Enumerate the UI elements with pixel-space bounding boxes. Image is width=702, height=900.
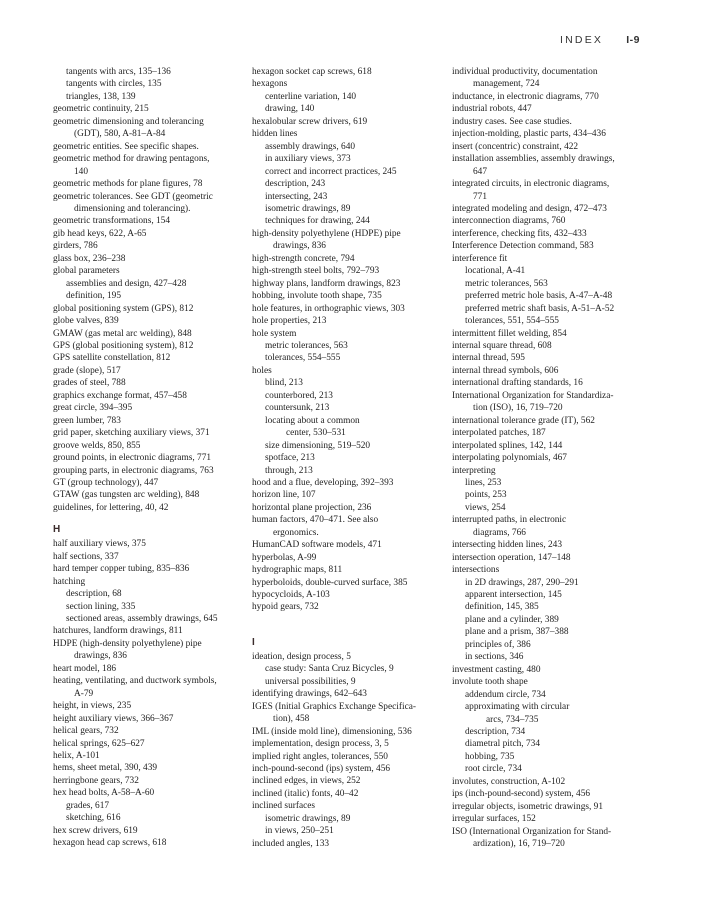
index-subentry: preferred metric shaft basis, A-51–A-52 [465,303,615,314]
index-entry: gib head keys, 622, A-65 [53,228,147,239]
index-subentry: approximating with circular [465,702,570,713]
index-subentry: tangents with circles, 135 [66,79,162,90]
index-subentry: tolerances, 554–555 [265,353,341,364]
index-entry: hex screw drivers, 619 [53,825,138,836]
index-subentry: apparent intersection, 145 [465,590,562,601]
index-entry: Interference Detection command, 583 [452,241,594,252]
index-entry: height auxiliary views, 366–367 [53,713,174,724]
index-subentry: correct and incorrect practices, 245 [265,166,397,177]
index-entry: grid paper, sketching auxiliary views, 371 [53,428,210,439]
index-entry: global parameters [53,266,120,277]
running-head [560,34,640,46]
index-subentry: lines, 253 [465,477,502,488]
index-entry: hexagons [252,79,288,90]
index-entry-continuation: drawings, 836 [273,241,326,252]
index-column-3 [452,66,666,851]
index-subentry: size dimensioning, 519–520 [265,440,371,451]
index-entry: installation assemblies, assembly drawings, [452,154,615,165]
index-entry: irregular surfaces, 152 [452,814,536,825]
index-entry: hexagon socket cap screws, 618 [252,67,372,77]
index-subentry: tolerances, 551, 554–555 [465,316,559,327]
index-subentry: intersecting, 243 [265,191,328,202]
index-entry: ISO (International Organization for Stand- [452,826,612,837]
index-entry: internal square thread, 608 [452,340,552,351]
index-entry: GT (group technology), 447 [53,477,159,488]
index-entry: guidelines, for lettering, 40, 42 [53,502,169,513]
index-entry: height, in views, 235 [53,701,132,712]
index-subentry: triangles, 138, 139 [66,91,136,102]
index-entry: heating, ventilating, and ductwork symbols, [53,676,217,687]
section-spacer [252,614,452,627]
index-subentry: description, 68 [66,589,122,600]
index-subentry: in views, 250–251 [265,826,334,837]
index-subentry: tangents with arcs, 135–136 [66,67,171,77]
index-entry: grades of steel, 788 [53,378,126,389]
index-entry: intersection operation, 147–148 [452,552,571,563]
index-entry: helical springs, 625–627 [53,738,145,749]
index-entry: IML (inside mold line), dimensioning, 536 [252,726,412,737]
index-entry-continuation: (GDT), 580, A-81–A-84 [74,129,166,140]
index-entry: intersecting hidden lines, 243 [452,540,563,551]
index-subentry: countersunk, 213 [265,403,330,414]
index-subentry: sectioned areas, assembly drawings, 645 [66,614,218,625]
index-entry: GPS satellite constellation, 812 [53,353,171,364]
index-entry: interpreting [452,465,496,476]
index-entry: high-strength concrete, 794 [252,253,355,264]
index-entry: geometric entities. See specific shapes. [53,141,199,152]
index-entry: hex head bolts, A-58–A-60 [53,788,155,799]
index-entry-continuation: 140 [74,166,89,177]
index-subentry: section lining, 335 [66,601,136,612]
index-entry: groove welds, 850, 855 [53,440,141,451]
index-entry: inclined surfaces [252,801,316,812]
index-entry: hypocycloids, A-103 [252,590,330,601]
index-subentry: metric tolerances, 563 [265,340,348,351]
index-entry: individual productivity, documentation [452,67,598,77]
index-entry: hood and a flue, developing, 392–393 [252,477,394,488]
index-entry: high-density polyethylene (HDPE) pipe [252,228,401,239]
index-entry: hydrographic maps, 811 [252,565,343,576]
index-subentry: plane and a prism, 387–388 [465,627,569,638]
index-column-2 [252,66,452,851]
index-entry: green lumber, 783 [53,415,121,426]
index-entry: graphics exchange format, 457–458 [53,390,187,401]
index-entry: global positioning system (GPS), 812 [53,303,194,314]
index-entry-continuation: ergonomics. [273,527,319,538]
index-entry: herringbone gears, 732 [53,775,139,786]
index-entry: horizon line, 107 [252,490,316,501]
index-column-1 [53,66,252,851]
index-subentry: locating about a common [265,415,360,426]
index-subentry: diametral pitch, 734 [465,739,540,750]
index-entry: globe valves, 839 [53,316,119,327]
index-entry: highway plans, landform drawings, 823 [252,278,401,289]
index-subentry: blind, 213 [265,378,303,389]
index-entry: interpolating polynomials, 467 [452,453,567,464]
index-subentry: counterbored, 213 [265,390,333,401]
index-entry: International Organization for Standardiza- [452,390,614,401]
index-entry: integrated circuits, in electronic diagrams, [452,179,610,190]
index-subentry: locational, A-41 [465,266,526,277]
index-entry: hexagon head cap screws, 618 [53,838,167,849]
index-entry-continuation: 647 [473,166,488,177]
index-subentry: assembly drawings, 640 [265,141,356,152]
index-subentry: through, 213 [265,465,313,476]
index-entry-continuation: tion), 458 [273,714,310,725]
index-entry: intermittent fillet welding, 854 [452,328,567,339]
index-entry: irregular objects, isometric drawings, 91 [452,801,604,812]
index-subentry: drawing, 140 [265,104,315,115]
index-subentry: in sections, 346 [465,652,524,663]
index-entry: ground points, in electronic diagrams, 771 [53,453,212,464]
index-entry: hyperboloids, double-curved surface, 385 [252,577,408,588]
index-entry-continuation: tion (ISO), 16, 719–720 [473,403,563,414]
index-entry: IGES (Initial Graphics Exchange Specifica- [252,701,416,712]
index-subentry: points, 253 [465,490,507,501]
index-entry-continuation: A-79 [74,688,94,699]
index-entry: helix, A-101 [53,751,100,762]
index-entry: interpolated splines, 142, 144 [452,440,563,451]
index-entry: intersections [452,565,500,576]
index-entry: hole properties, 213 [252,316,327,327]
index-entry: interpolated patches, 187 [452,428,546,439]
index-entry: helical gears, 732 [53,726,119,737]
index-entry-continuation: diagrams, 766 [473,527,526,538]
index-entry: hatching [53,576,86,587]
index-entry: geometric method for drawing pentagons, [53,154,210,165]
index-columns [53,66,666,851]
index-subentry: description, 734 [465,727,526,738]
index-entry: holes [252,365,272,376]
index-entry: inclined edges, in views, 252 [252,776,361,787]
index-subentry: isometric drawings, 89 [265,203,351,214]
index-subentry: addendum circle, 734 [465,689,546,700]
index-entry: inductance, in electronic diagrams, 770 [452,91,599,102]
index-entry: hole system [252,328,297,339]
index-subentry: plane and a cylinder, 389 [465,614,559,625]
index-entry: grade (slope), 517 [53,365,121,376]
index-subentry: assemblies and design, 427–428 [66,278,187,289]
index-entry-continuation: 771 [473,191,488,202]
index-entry: international tolerance grade (IT), 562 [452,415,595,426]
index-entry: insert (concentric) constraint, 422 [452,141,579,152]
index-subentry: in auxiliary views, 373 [265,154,351,165]
index-subentry: principles of, 386 [465,639,531,650]
index-entry: included angles, 133 [252,838,330,849]
index-entry: internal thread symbols, 606 [452,365,559,376]
index-entry: HDPE (high-density polyethylene) pipe [53,638,202,649]
index-entry: hems, sheet metal, 390, 439 [53,763,158,774]
index-entry: HumanCAD software models, 471 [252,540,382,551]
index-entry: geometric methods for plane figures, 78 [53,179,203,190]
index-entry: human factors, 470–471. See also [252,515,379,526]
section-letter: H [53,524,61,536]
index-subentry: centerline variation, 140 [265,91,357,102]
section-letter: I [252,636,255,648]
index-entry: international drafting standards, 16 [452,378,583,389]
index-entry: hidden lines [252,129,298,140]
index-entry: geometric tolerances. See GDT (geometric [53,191,213,202]
index-label: INDEX [560,34,604,46]
index-entry: hyperbolas, A-99 [252,552,317,563]
index-entry: interconnection diagrams, 760 [452,216,566,227]
index-subentry: isometric drawings, 89 [265,813,351,824]
index-entry-continuation: arcs, 734–735 [486,714,539,725]
index-entry: implied right angles, tolerances, 550 [252,751,388,762]
index-entry: investment casting, 480 [452,664,541,675]
index-entry: injection-molding, plastic parts, 434–436 [452,129,606,140]
index-entry: GPS (global positioning system), 812 [53,340,194,351]
index-entry: girders, 786 [53,241,98,252]
index-entry-continuation: management, 724 [473,79,540,90]
index-subentry: in 2D drawings, 287, 290–291 [465,577,579,588]
page-number: I-9 [626,34,640,46]
index-subentry: hobbing, 735 [465,751,515,762]
index-entry: inch-pound-second (ips) system, 456 [252,764,391,775]
index-subentry: sketching, 616 [66,813,121,824]
index-entry: great circle, 394–395 [53,403,133,414]
index-entry: involutes, construction, A-102 [452,776,566,787]
index-entry: glass box, 236–238 [53,253,126,264]
index-subentry: grades, 617 [66,800,110,811]
index-entry: grouping parts, in electronic diagrams, 763 [53,465,214,476]
index-entry: involute tooth shape [452,677,528,688]
index-entry: geometric continuity, 215 [53,104,149,115]
index-entry-continuation: center, 530–531 [286,428,346,439]
index-subentry: universal possibilities, 9 [265,676,356,687]
index-entry: high-strength steel bolts, 792–793 [252,266,380,277]
index-entry: industry cases. See case studies. [452,116,572,127]
index-entry: horizontal plane projection, 236 [252,502,372,513]
index-entry-continuation: drawings, 836 [74,651,127,662]
index-entry: internal thread, 595 [452,353,525,364]
index-entry: half auxiliary views, 375 [53,539,146,550]
index-entry: interrupted paths, in electronic [452,515,567,526]
index-subentry: definition, 145, 385 [465,602,539,613]
index-subentry: metric tolerances, 563 [465,278,548,289]
index-entry-continuation: dimensioning and tolerancing). [74,203,191,214]
index-entry: integrated modeling and design, 472–473 [452,203,607,214]
index-entry: hard temper copper tubing, 835–836 [53,564,190,575]
index-subentry: root circle, 734 [465,764,522,775]
index-entry: GTAW (gas tungsten arc welding), 848 [53,490,200,501]
index-entry: geometric dimensioning and tolerancing [53,116,204,127]
index-entry: interference fit [452,253,508,264]
index-entry: hobbing, involute tooth shape, 735 [252,291,382,302]
index-entry: hatchures, landform drawings, 811 [53,626,183,637]
index-subentry: description, 243 [265,179,326,190]
index-subentry: views, 254 [465,502,506,513]
index-entry: industrial robots, 447 [452,104,532,115]
index-entry: identifying drawings, 642–643 [252,689,367,700]
index-subentry: case study: Santa Cruz Bicycles, 9 [265,664,394,675]
index-entry: interference, checking fits, 432–433 [452,228,587,239]
index-entry: hypoid gears, 732 [252,602,319,613]
index-entry: half sections, 337 [53,551,119,562]
index-subentry: techniques for drawing, 244 [265,216,370,227]
index-entry-continuation: ardization), 16, 719–720 [473,839,565,850]
index-entry: hole features, in orthographic views, 303 [252,303,405,314]
index-subentry: spotface, 213 [265,453,315,464]
index-entry: ips (inch-pound-second) system, 456 [452,789,591,800]
index-entry: GMAW (gas metal arc welding), 848 [53,328,192,339]
index-entry: heart model, 186 [53,663,117,674]
index-entry: implementation, design process, 3, 5 [252,739,389,750]
index-entry: inclined (italic) fonts, 40–42 [252,788,359,799]
index-entry: ideation, design process, 5 [252,651,351,662]
index-entry: geometric transformations, 154 [53,216,171,227]
index-entry: hexalobular screw drivers, 619 [252,116,368,127]
index-subentry: definition, 195 [66,291,122,302]
index-subentry: preferred metric hole basis, A-47–A-48 [465,291,613,302]
